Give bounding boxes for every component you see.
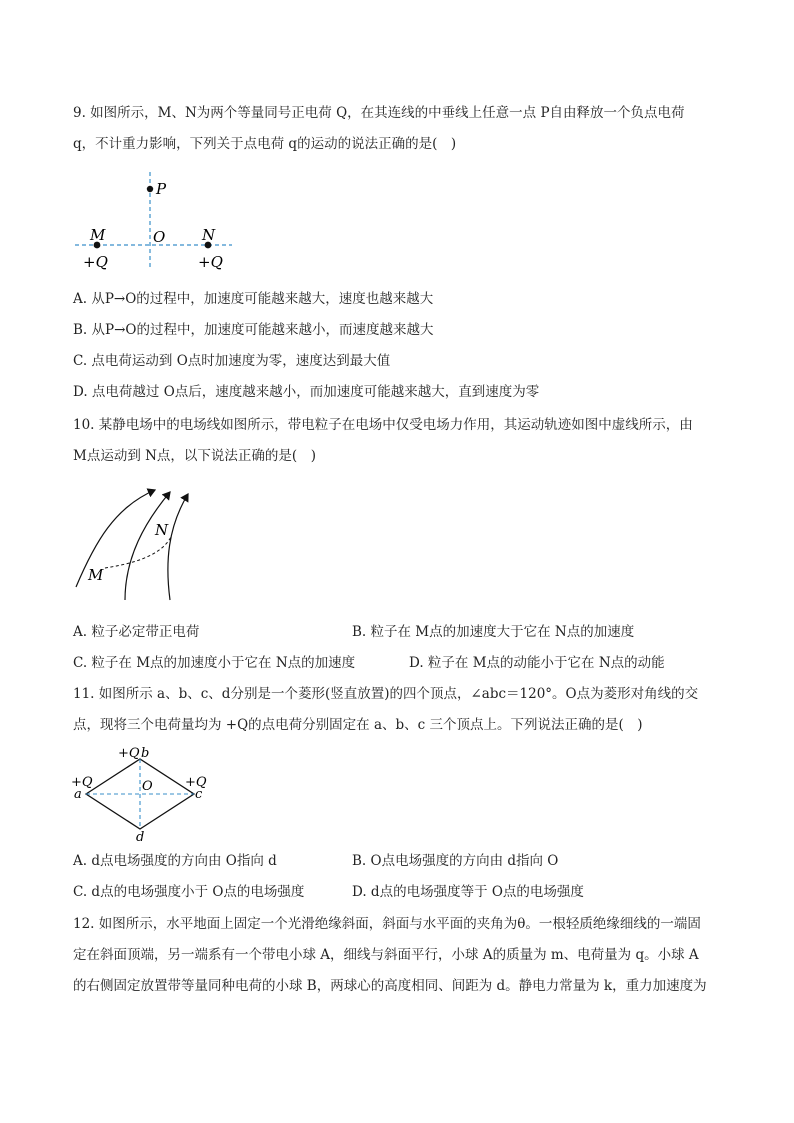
- q11-label-o: O: [142, 779, 153, 794]
- q10-option-d: D. 粒子在 M点的动能小于它在 N点的动能: [409, 655, 665, 671]
- q9-label-p: P: [156, 180, 167, 198]
- q10-field-line-2: [125, 492, 170, 600]
- q10-field-line-3: [168, 494, 188, 600]
- q10-option-c: C. 粒子在 M点的加速度小于它在 N点的加速度: [73, 655, 356, 671]
- q9-label-charge-right: +Q: [198, 253, 223, 271]
- q12-stem-line3: 的右侧固定放置带等量同种电荷的小球 B，两球心的高度相同、间距为 d。静电力常量为 k，重力加速度为: [73, 978, 707, 994]
- q9-label-m: M: [90, 226, 106, 244]
- q11-stem-line2: 点，现将三个电荷量均为 +Q的点电荷分别固定在 a、b、c 三个顶点上。下列说法正确的是( ): [73, 717, 643, 733]
- q11-label-d: d: [136, 830, 145, 845]
- q11-option-d: D. d点的电场强度等于 O点的电场强度: [352, 884, 584, 900]
- q9-figure: [70, 172, 240, 276]
- q9-label-n: N: [202, 226, 216, 244]
- q12-stem-line2: 定在斜面顶端，另一端系有一个带电小球 A，细线与斜面平行，小球 A的质量为 m、电荷量为 q。小球 A: [73, 947, 699, 963]
- q11-option-a: A. d点电场强度的方向由 O指向 d: [73, 853, 277, 869]
- q10-option-a: A. 粒子必定带正电荷: [73, 624, 200, 640]
- q10-figure: [70, 482, 200, 602]
- q9-point-p: [147, 186, 153, 192]
- q11-label-c: c: [195, 787, 203, 802]
- q11-stem-line1: 11. 如图所示 a、b、c、d分别是一个菱形(竖直放置)的四个顶点，∠abc＝120°。O点为菱形对角线的交: [73, 686, 699, 702]
- q9-stem-line2: q，不计重力影响，下列关于点电荷 q的运动的说法正确的是( ): [73, 136, 457, 152]
- q9-stem-line1: 9. 如图所示，M、N为两个等量同号正电荷 Q，在其连线的中垂线上任意一点 P自由释放一个负点电荷: [73, 105, 685, 121]
- q9-label-charge-left: +Q: [83, 253, 108, 271]
- q9-label-o: O: [153, 228, 166, 246]
- q9-option-a: A. 从P→O的过程中，加速度可能越来越大，速度也越来越大: [73, 291, 434, 307]
- q11-figure: [68, 742, 218, 846]
- q12-stem-line1: 12. 如图所示，水平地面上固定一个光滑绝缘斜面，斜面与水平面的夹角为θ。一根轻质绝缘细线的一端固: [73, 916, 701, 932]
- q11-label-b: b: [141, 746, 150, 761]
- q10-label-n: N: [155, 521, 169, 539]
- q9-option-b: B. 从P→O的过程中，加速度可能越来越小，而速度越来越大: [73, 322, 434, 338]
- q9-option-c: C. 点电荷运动到 O点时加速度为零，速度达到最大值: [73, 353, 391, 369]
- q10-stem-line1: 10. 某静电场中的电场线如图所示，带电粒子在电场中仅受电场力作用，其运动轨迹如图中虚线所示，由: [73, 417, 693, 433]
- q11-charge-c: +Q: [185, 775, 207, 790]
- q11-charge-b: +Q: [118, 746, 140, 761]
- q10-option-b: B. 粒子在 M点的加速度大于它在 N点的加速度: [352, 624, 635, 640]
- q11-option-c: C. d点的电场强度小于 O点的电场强度: [73, 884, 305, 900]
- q9-option-d: D. 点电荷越过 O点后，速度越来越小，而加速度可能越来越大，直到速度为零: [73, 384, 540, 400]
- q11-option-b: B. O点电场强度的方向由 d指向 O: [352, 853, 559, 869]
- q10-label-m: M: [88, 566, 104, 584]
- q11-label-a: a: [74, 787, 82, 802]
- q10-stem-line2: M点运动到 N点，以下说法正确的是( ): [73, 448, 316, 464]
- q11-charge-a: +Q: [71, 775, 93, 790]
